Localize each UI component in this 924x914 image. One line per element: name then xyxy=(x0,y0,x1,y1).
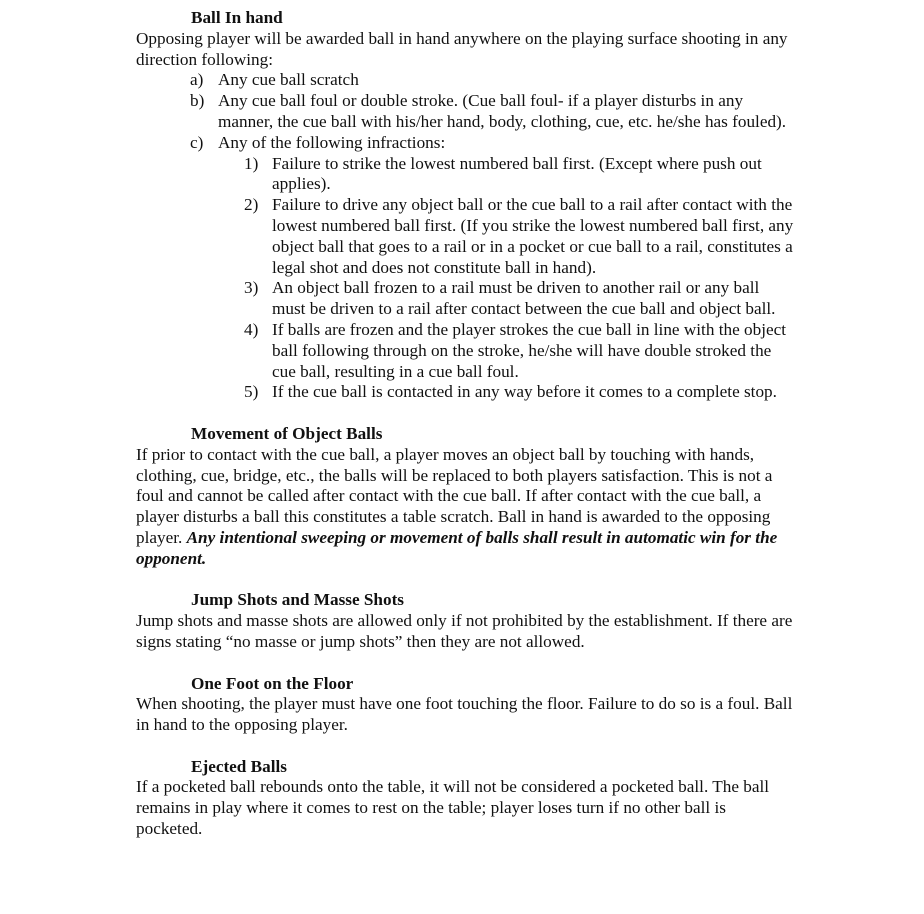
sublist-item xyxy=(218,278,796,320)
sublist-item xyxy=(218,320,796,382)
section-ejected-balls xyxy=(136,757,796,840)
sublist-marker: 1) xyxy=(244,153,259,173)
section-heading: Jump Shots and Masse Shots xyxy=(191,590,404,610)
list-item xyxy=(136,70,796,91)
section-heading: Ball In hand xyxy=(191,8,283,27)
sublist-item-text: If balls are frozen and the player strokes the cue ball in line with the object ball following through on the stroke, he/she will have double stroked the cue ball, resulting in a cue ball foul. xyxy=(272,319,786,381)
sublist-item-text: Failure to drive any object ball or the cue ball to a rail after contact with the lowest numbered ball first. (If you strike the lowest numbered ball first, any object ball that goes to a rail or in a pocket or cue ball to a rail, constitutes a legal shot and does not constitute ball in hand). xyxy=(272,195,794,277)
sublist-marker: 3) xyxy=(244,278,259,298)
list-item-text: Any cue ball foul or double stroke. (Cue ball foul- if a player disturbs in any manner, the cue ball with his/her hand, body, clothing, cue, etc. he/she has fouled). xyxy=(218,91,787,131)
section-ball-in-hand xyxy=(136,8,796,403)
section-one-foot-on-floor xyxy=(136,674,796,736)
list-marker: b) xyxy=(190,91,205,111)
list-item-text: Any of the following infractions: xyxy=(218,132,446,152)
section-body-text: If prior to contact with the cue ball, a player moves an object ball by touching with hands, clothing, cue, bridge, etc., the balls will be replaced to both players satisfaction. This is not a foul and cannot be called after contact with the cue ball. If after contact with the cue ball, a player disturbs a ball this constitutes a table scratch. Ball in hand is awarded to the opposing player. xyxy=(136,444,773,547)
list-item xyxy=(136,91,796,133)
sublist-item xyxy=(218,195,796,278)
sublist-marker: 5) xyxy=(244,382,259,402)
section-body: Jump shots and masse shots are allowed only if not prohibited by the establishment. If there are signs stating “no masse or jump shots” then they are not allowed. xyxy=(136,611,793,651)
sublist-marker: 4) xyxy=(244,319,259,339)
section-emphasis-text: Any intentional sweeping or movement of balls shall result in automatic win for the opponent. xyxy=(136,527,778,568)
section-body xyxy=(136,445,796,570)
section-jump-shots xyxy=(136,590,796,652)
section-heading: Movement of Object Balls xyxy=(191,423,383,443)
numbered-sublist xyxy=(218,154,796,404)
section-body: If a pocketed ball rebounds onto the table, it will not be considered a pocketed ball. The ball remains in play where it comes to rest on the table; player loses turn if no other ball is pocketed. xyxy=(136,777,770,839)
section-heading: Ejected Balls xyxy=(191,756,287,776)
lettered-list xyxy=(136,70,796,403)
section-intro: Opposing player will be awarded ball in hand anywhere on the playing surface shooting in any direction following: xyxy=(136,28,788,69)
sublist-item-text: If the cue ball is contacted in any way before it comes to a complete stop. xyxy=(272,382,777,402)
section-heading: One Foot on the Floor xyxy=(191,673,354,693)
sublist-marker: 2) xyxy=(244,195,259,215)
list-marker: a) xyxy=(190,70,204,90)
section-spacer xyxy=(136,570,796,591)
sublist-item xyxy=(218,382,796,403)
sublist-item xyxy=(218,154,796,196)
section-movement-of-object-balls xyxy=(136,424,796,570)
list-marker: c) xyxy=(190,132,204,152)
sublist-item-text: An object ball frozen to a rail must be driven to another rail or any ball must be driven to a rail after contact between the cue ball and object ball. xyxy=(272,278,776,319)
list-item xyxy=(136,133,796,403)
section-body: When shooting, the player must have one foot touching the floor. Failure to do so is a foul. Ball in hand to the opposing player. xyxy=(136,694,793,735)
section-spacer xyxy=(136,653,796,674)
section-spacer xyxy=(136,403,796,424)
list-item-text: Any cue ball scratch xyxy=(218,70,359,90)
section-spacer xyxy=(136,736,796,757)
sublist-item-text: Failure to strike the lowest numbered ball first. (Except where push out applies). xyxy=(272,153,762,194)
rules-page xyxy=(136,8,796,840)
